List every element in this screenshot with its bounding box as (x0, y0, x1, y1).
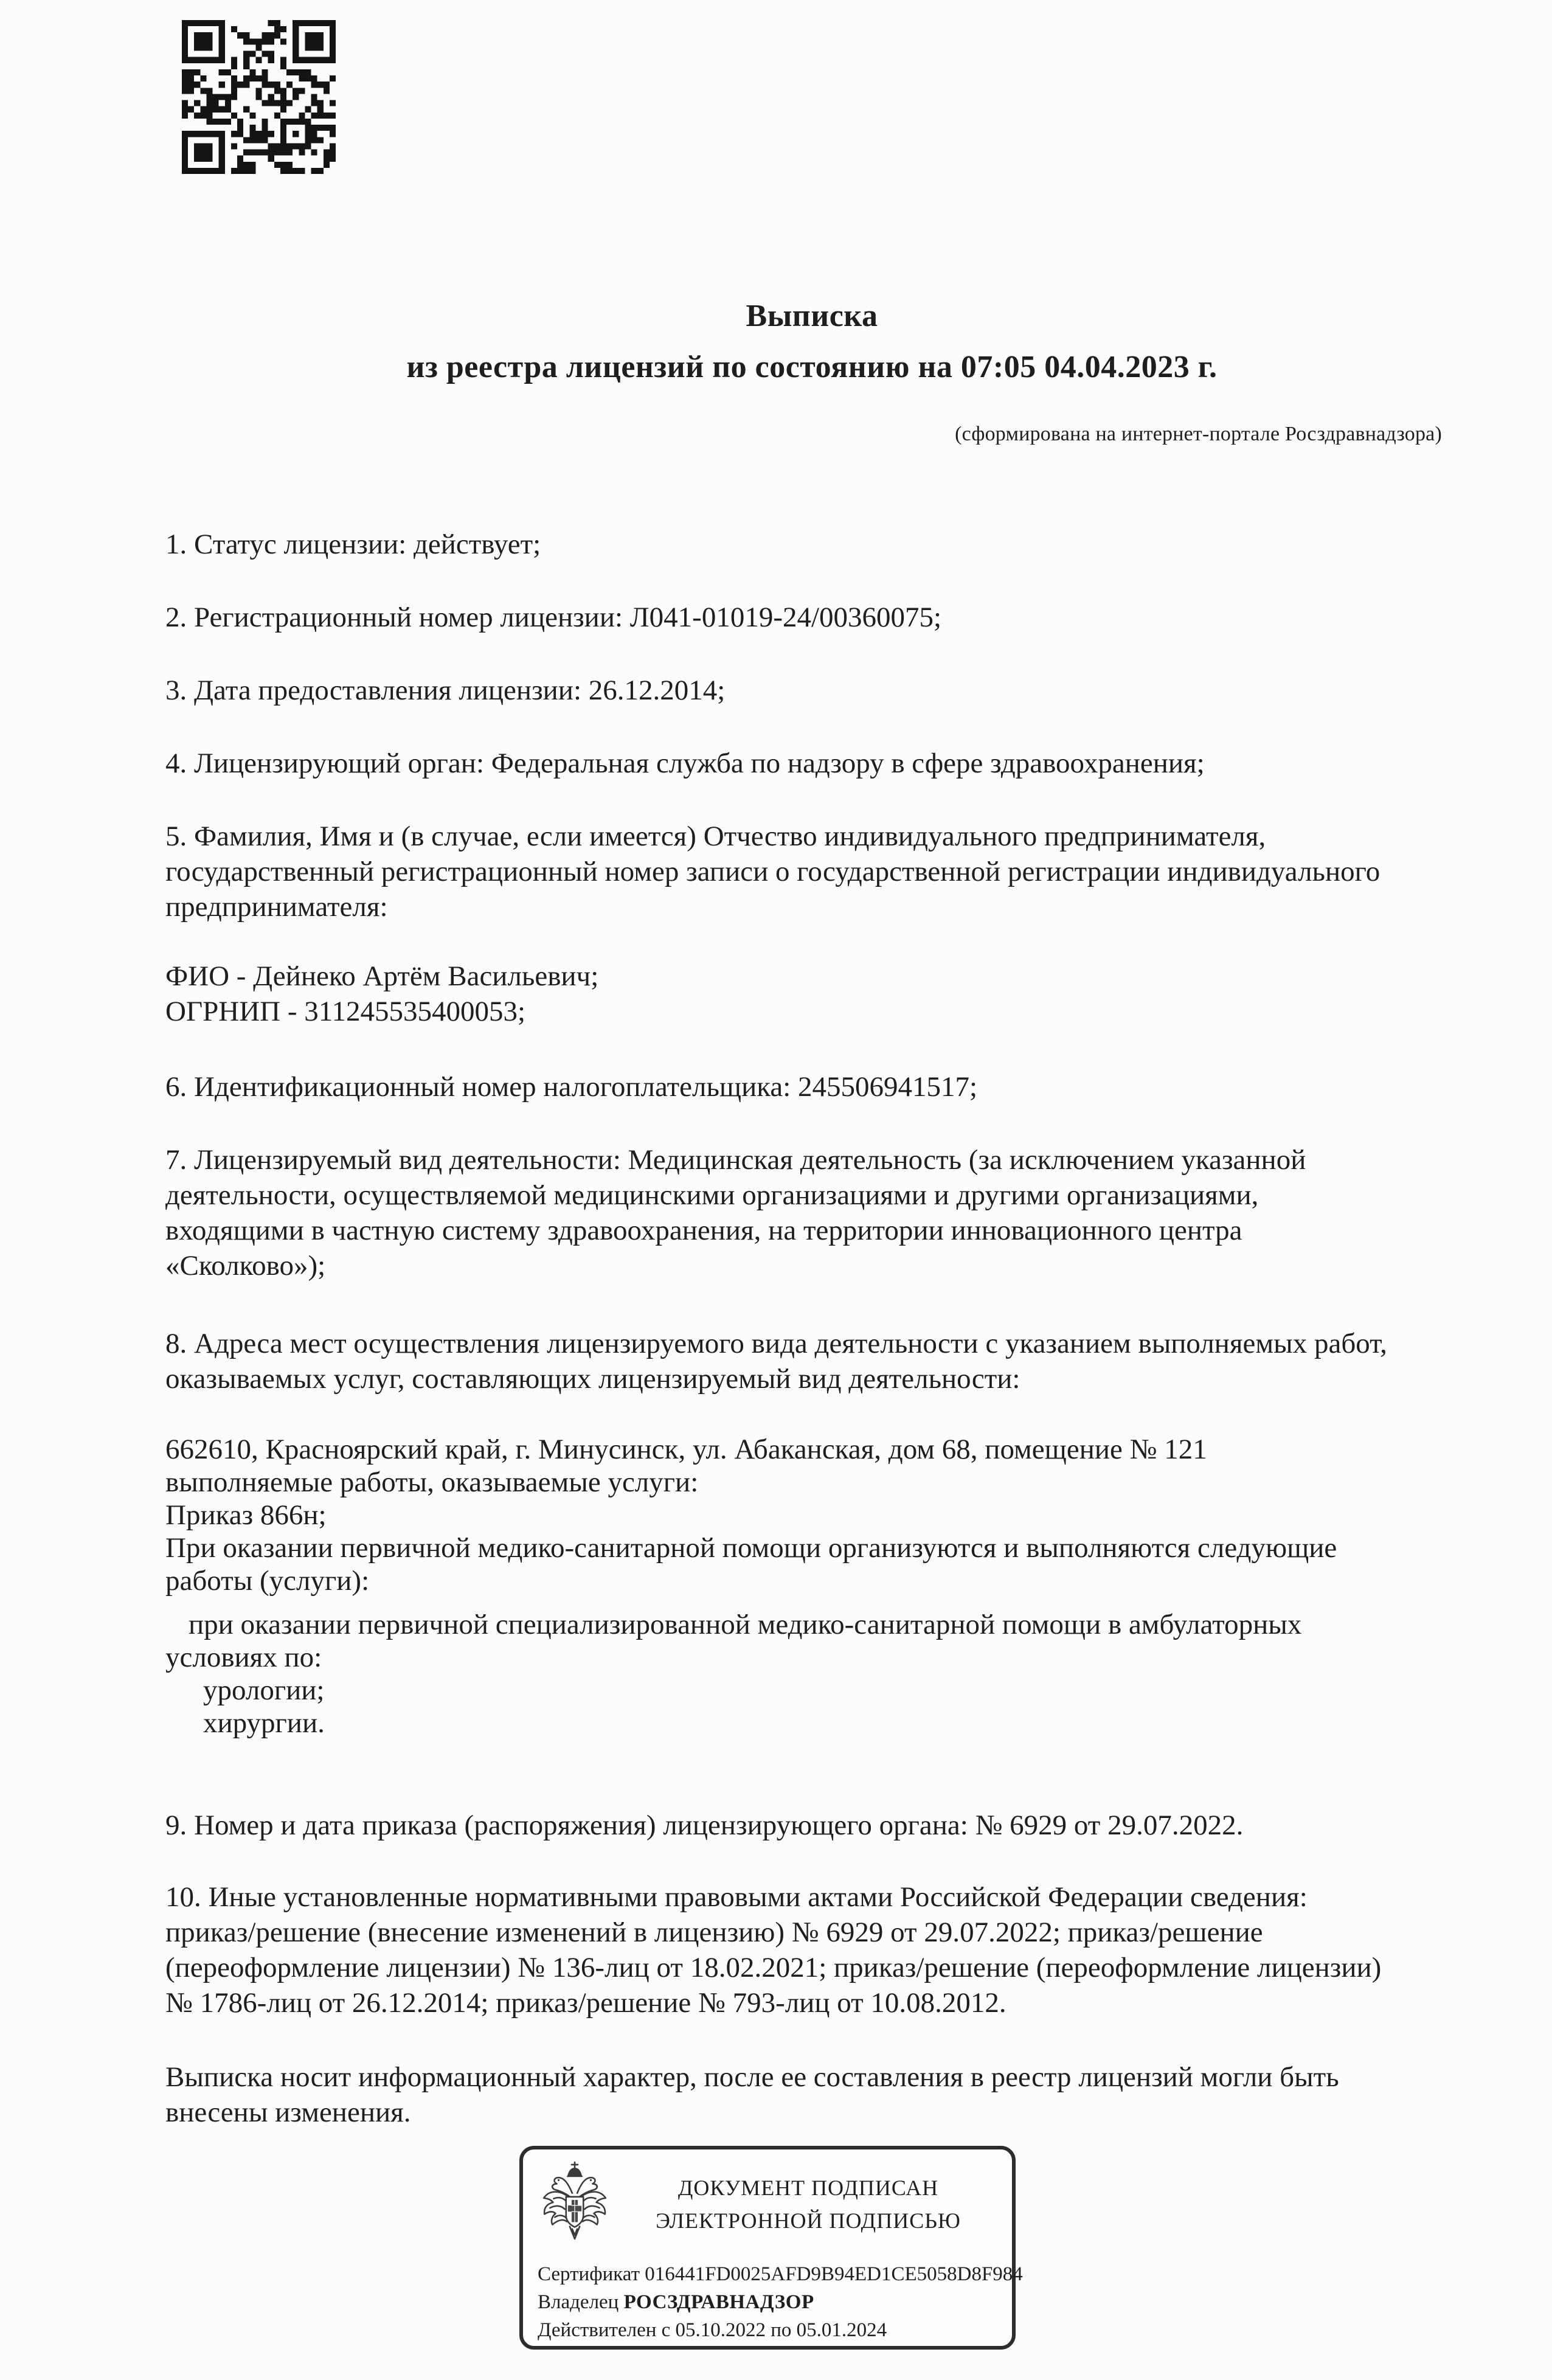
entrepreneur-info-paragraph: 5. Фамилия, Имя и (в случае, если имеется) Отчество индивидуального предпринимателя, государственный регистрационный номер записи о государственной регистрации индивидуального предпринимателя: (165, 821, 1381, 923)
stamp-details (538, 2260, 1023, 2344)
order-number-line: 9. Номер и дата приказа (распоряжения) лицензирующего органа: № 6929 от 29.07.2022. (165, 1809, 1244, 1841)
owner-value: РОСЗДРАВНАДЗОР (623, 2291, 814, 2313)
double-headed-eagle-icon (538, 2159, 612, 2249)
service-item-urology: урологии; (203, 1674, 325, 1706)
other-info-paragraph: 10. Иные установленные нормативными правовыми актами Российской Федерации сведения: приказ/решение (внесение изменений в лицензию) № 6929 от 29.07.2022; приказ/решение (переоформление лицензии) № 136-лиц от 18.02.2021; приказ/решение (переоформление лицензии) № 1786-лиц от 26.12.2014; приказ/решение № 793-лиц от 10.08.2012. (165, 1881, 1382, 2019)
specialized-care-paragraph: при оказании первичной специализированной медико-санитарной помощи в амбулаторных условиях по: (165, 1609, 1302, 1673)
generated-note: (сформирована на интернет-портале Росздравнадзора) (955, 423, 1442, 445)
inn-line: 6. Идентификационный номер налогоплательщика: 245506941517; (165, 1071, 978, 1103)
fio-line: ФИО - Дейнеко Артём Васильевич; (165, 960, 599, 992)
order-866n-line: Приказ 866н; (165, 1499, 327, 1531)
activity-type-paragraph: 7. Лицензируемый вид деятельности: Медицинская деятельность (за исключением указанной деятельности, осуществляемой медицинскими организациями и другими организациями, входящими в частную систему здравоохранения, на территории инновационного центра «Сколково»); (165, 1144, 1306, 1282)
electronic-signature-stamp (519, 2146, 1023, 2350)
validity-line: Действителен с 05.10.2022 по 05.01.2024 (538, 2319, 887, 2341)
license-date-line: 3. Дата предоставления лицензии: 26.12.2014; (165, 675, 726, 706)
closing-note: Выписка носит информационный характер, после ее составления в реестр лицензий могли быть внесены изменения. (165, 2061, 1339, 2128)
owner-line: Владелец РОСЗДРАВНАДЗОР (538, 2291, 814, 2313)
certificate-value: 016441FD0025AFD9B94ED1CE5058D8F984 (645, 2263, 1023, 2285)
service-item-surgery: хирургии. (203, 1707, 325, 1739)
pmsp-paragraph: При оказании первичной медико-санитарной помощи организуются и выполняются следующие работы (услуги): (165, 1532, 1337, 1597)
document-title (164, 291, 1460, 393)
ogrnip-line: ОГРНИП - 311245535400053; (165, 996, 526, 1027)
certificate-line: Сертификат 016441FD0025AFD9B94ED1CE5058D8F984 (538, 2263, 1023, 2285)
license-number-line: 2. Регистрационный номер лицензии: Л041-01019-24/00360075; (165, 602, 942, 633)
address-details-block (165, 1433, 1400, 1740)
title-line-1: Выписка (746, 299, 878, 333)
stamp-header-row (538, 2158, 997, 2250)
address-line: 662610, Красноярский край, г. Минусинск, ул. Абаканская, дом 68, помещение № 121 (165, 1434, 1207, 1465)
addresses-heading-paragraph: 8. Адреса мест осуществления лицензируемого вида деятельности с указанием выполняемых работ, оказываемых услуг, составляющих лицензируемый вид деятельности: (165, 1328, 1387, 1395)
title-line-2: из реестра лицензий по состоянию на 07:05 04.04.2023 г. (406, 350, 1218, 384)
qr-code-icon (182, 19, 336, 175)
stamp-title-line-1: ДОКУМЕНТ ПОДПИСАН (677, 2176, 939, 2200)
license-status-line: 1. Статус лицензии: действует; (165, 529, 541, 560)
stamp-title-line-2: ЭЛЕКТРОННОЙ ПОДПИСЬЮ (656, 2208, 961, 2233)
licensing-authority-line: 4. Лицензирующий орган: Федеральная служба по надзору в сфере здравоохранения; (165, 748, 1205, 779)
works-services-label: выполняемые работы, оказываемые услуги: (165, 1466, 699, 1498)
stamp-title (619, 2171, 997, 2237)
document-body (165, 527, 1400, 2350)
entrepreneur-details (165, 959, 1400, 1029)
